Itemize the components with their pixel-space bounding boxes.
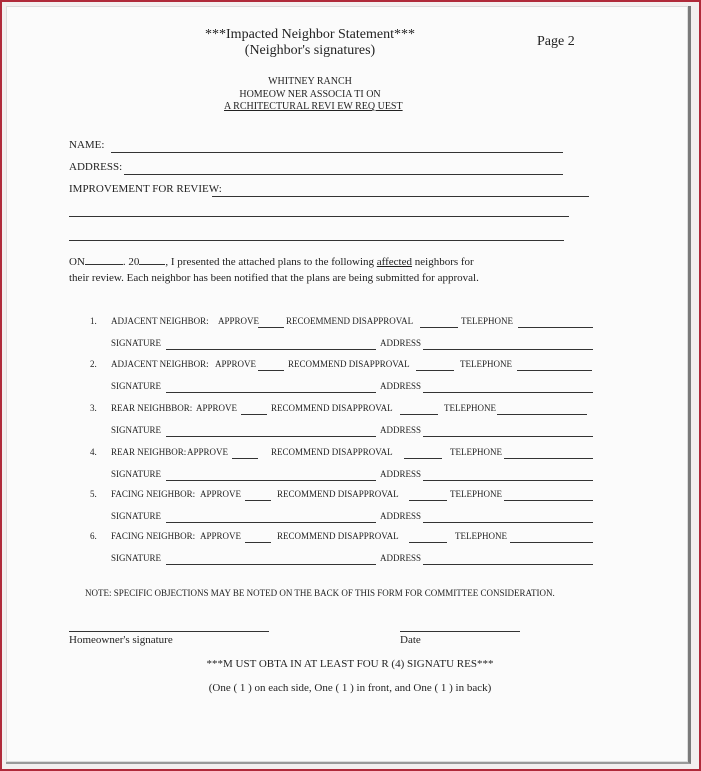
telephone-label: TELEPHONE: [461, 316, 513, 326]
disapproval-label: RECOMMEND DISAPPROVAL: [277, 489, 399, 499]
signature-label: SIGNATURE: [111, 338, 162, 348]
approve-line[interactable]: [241, 414, 267, 415]
year-label: . 20: [122, 256, 140, 268]
signature-line[interactable]: [166, 392, 376, 393]
signature-label: SIGNATURE: [111, 511, 162, 521]
approve-label: APPROVE: [218, 316, 260, 326]
signature-label: SIGNATURE: [111, 469, 162, 479]
address-line[interactable]: [423, 392, 593, 393]
telephone-label: TELEPHONE: [460, 359, 512, 369]
form-title: ***Impacted Neighbor Statement***: [205, 27, 415, 42]
signature-label: SIGNATURE: [111, 425, 162, 435]
address-label: ADDRESS: [380, 425, 422, 435]
address-line[interactable]: [423, 436, 593, 437]
affected-word: affected: [376, 256, 412, 268]
address-label: ADDRESS: [380, 553, 422, 563]
statement-line-1: [69, 256, 474, 268]
address-label: ADDRESS: [380, 469, 422, 479]
telephone-line[interactable]: [504, 458, 593, 459]
statement-line-2: their review. Each neighbor has been notified that the plans are being submitted for approval.: [69, 272, 479, 284]
telephone-label: TELEPHONE: [444, 403, 496, 413]
homeowner-signature-label: Homeowner's signature: [69, 634, 173, 646]
disapproval-line[interactable]: [420, 327, 458, 328]
neighbor-type: ADJACENT NEIGHBOR:: [111, 316, 209, 326]
disapproval-label: RECOMMEND DISAPPROVAL: [271, 403, 393, 413]
approve-label: APPROVE: [200, 489, 242, 499]
signature-line[interactable]: [166, 480, 376, 481]
telephone-line[interactable]: [510, 542, 593, 543]
address-label: ADDRESS:: [69, 161, 123, 173]
note-text: NOTE: SPECIFIC OBJECTIONS MAY BE NOTED ON THE BACK OF THIS FORM FOR COMMITTEE CONSIDERATION.: [85, 588, 555, 598]
on-label: ON: [69, 256, 85, 268]
page-label: Page 2: [537, 34, 575, 49]
address-line[interactable]: [423, 564, 593, 565]
signature-line[interactable]: [166, 564, 376, 565]
disapproval-line[interactable]: [409, 500, 447, 501]
address-line[interactable]: [124, 174, 563, 175]
neighbor-type: ADJACENT NEIGHBOR:: [111, 359, 209, 369]
telephone-line[interactable]: [504, 500, 593, 501]
neighbor-number: 4.: [90, 447, 97, 457]
disapproval-label: RECOEMMEND DISAPPROVAL: [286, 316, 414, 326]
improvement-line-3[interactable]: [69, 240, 564, 241]
approve-label: APPROVE: [196, 403, 238, 413]
approve-line[interactable]: [232, 458, 258, 459]
signature-distribution: (One ( 1 ) on each side, One ( 1 ) in front, and One ( 1 ) in back): [208, 682, 492, 694]
signature-line[interactable]: [166, 349, 376, 350]
org-association: HOMEOW NER ASSOCIA TI ON: [239, 89, 381, 100]
neighbor-type: REAR NEIGHBBOR:: [111, 403, 193, 413]
telephone-label: TELEPHONE: [450, 489, 502, 499]
disapproval-line[interactable]: [416, 370, 454, 371]
disapproval-line[interactable]: [409, 542, 447, 543]
neighbor-number: 1.: [90, 316, 97, 326]
signature-line[interactable]: [166, 522, 376, 523]
homeowner-signature-line[interactable]: [69, 631, 269, 632]
disapproval-line[interactable]: [404, 458, 442, 459]
address-label: ADDRESS: [380, 381, 422, 391]
neighbor-number: 5.: [90, 489, 97, 499]
neighbors-for: neighbors for: [414, 256, 474, 268]
disapproval-label: RECOMMEND DISAPPROVAL: [277, 531, 399, 541]
statement-text: , I presented the attached plans to the following: [165, 256, 375, 268]
org-name: WHITNEY RANCH: [268, 76, 352, 87]
disapproval-line[interactable]: [400, 414, 438, 415]
approve-line[interactable]: [245, 500, 271, 501]
form-subtitle: (Neighbor's signatures): [244, 43, 376, 58]
address-line[interactable]: [423, 480, 593, 481]
address-line[interactable]: [423, 522, 593, 523]
name-label: NAME:: [69, 139, 105, 151]
disapproval-label: RECOMMEND DISAPPROVAL: [288, 359, 410, 369]
telephone-line[interactable]: [517, 370, 592, 371]
approve-line[interactable]: [245, 542, 271, 543]
address-label: ADDRESS: [380, 338, 422, 348]
telephone-line[interactable]: [518, 327, 593, 328]
telephone-label: TELEPHONE: [455, 531, 507, 541]
signature-label: SIGNATURE: [111, 381, 162, 391]
signature-label: SIGNATURE: [111, 553, 162, 563]
approve-label: APPROVE: [215, 359, 257, 369]
date-label: Date: [400, 634, 421, 646]
org-request-title: A RCHITECTURAL REVI EW REQ UEST: [224, 101, 403, 112]
disapproval-label: RECOMMEND DISAPPROVAL: [271, 447, 393, 457]
improvement-line[interactable]: [212, 196, 589, 197]
approve-line[interactable]: [258, 370, 284, 371]
approve-label: APPROVE: [200, 531, 242, 541]
approve-line[interactable]: [258, 327, 284, 328]
neighbor-type: FACING NEIGHBOR:: [111, 489, 196, 499]
neighbor-type: REAR NEIGHBOR:: [111, 447, 187, 457]
date-line[interactable]: [400, 631, 520, 632]
neighbor-number: 6.: [90, 531, 97, 541]
improvement-label: IMPROVEMENT FOR REVIEW:: [69, 183, 222, 195]
signature-line[interactable]: [166, 436, 376, 437]
address-line[interactable]: [423, 349, 593, 350]
address-label: ADDRESS: [380, 511, 422, 521]
approve-label: APPROVE: [187, 447, 229, 457]
telephone-label: TELEPHONE: [450, 447, 502, 457]
neighbor-number: 3.: [90, 403, 97, 413]
neighbor-number: 2.: [90, 359, 97, 369]
neighbor-type: FACING NEIGHBOR:: [111, 531, 196, 541]
name-line[interactable]: [111, 152, 563, 153]
telephone-line[interactable]: [497, 414, 587, 415]
document-page: [6, 6, 691, 764]
signature-requirement: ***M UST OBTA IN AT LEAST FOU R (4) SIGNATU RES***: [206, 658, 494, 670]
improvement-line-2[interactable]: [69, 216, 569, 217]
